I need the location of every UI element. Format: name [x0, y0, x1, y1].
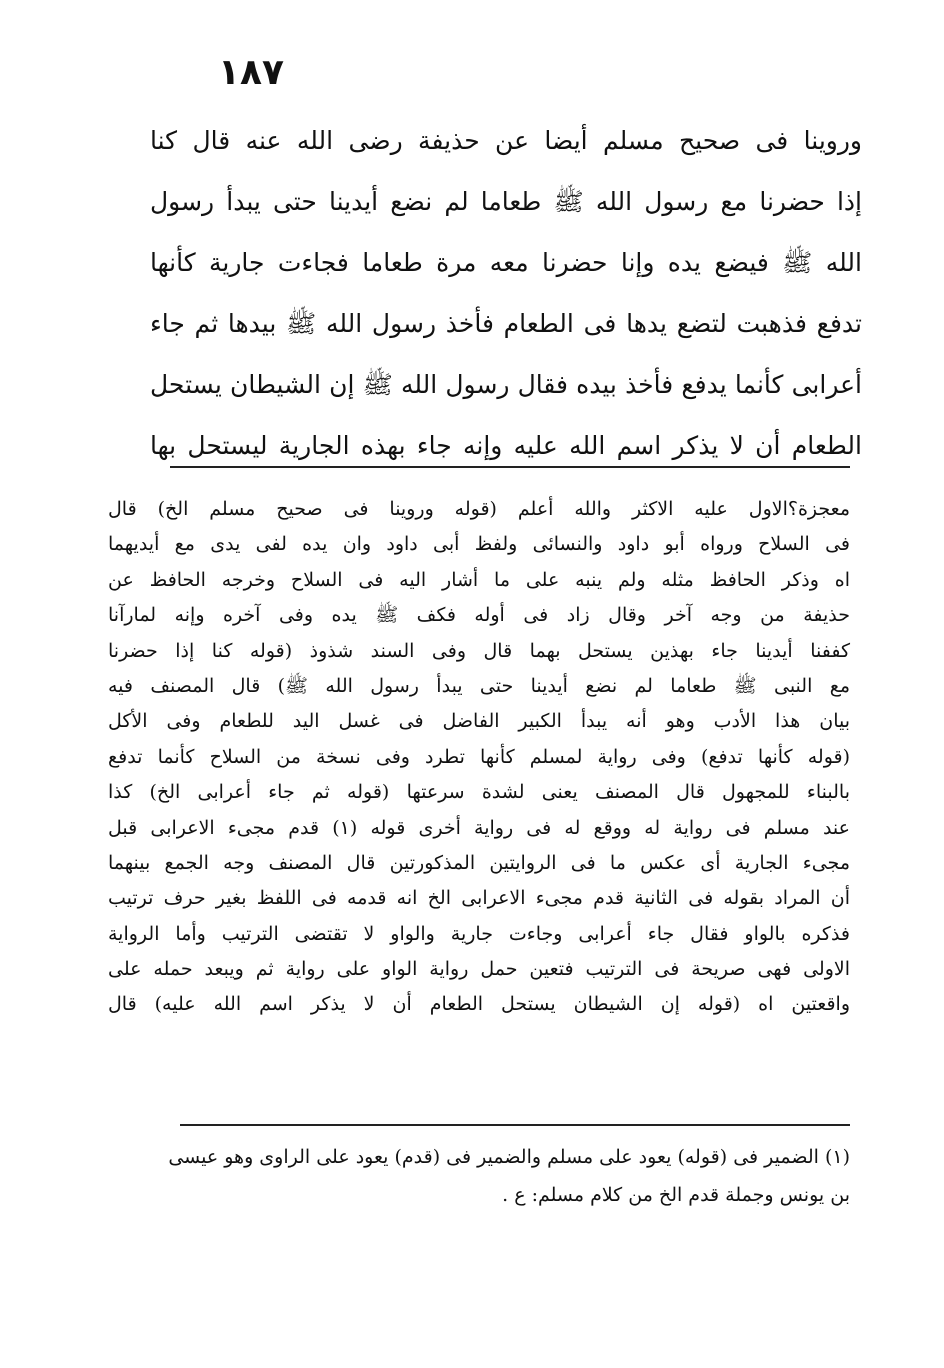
commentary-line: (قوله كأنها تدفع) وفى رواية لمسلم كأنها تطرد وفى نسخة من السلاح كأنما تدفع [108, 745, 850, 768]
main-text-line: أعرابى كأنما يدفع فأخذ بيده فقال رسول الله ﷺ إن الشيطان يستحل [150, 370, 862, 399]
commentary-line: مجىء الجارية أى عكس ما فى الروايتين المذكورتين قال المصنف وجه الجمع بينهما [108, 851, 850, 874]
page-number: ١٨٧ [218, 52, 284, 93]
main-separator-rule [170, 466, 850, 468]
footnote-separator-rule [180, 1124, 850, 1126]
commentary-line: مع النبى ﷺ طعاما لم نضع أيدينا حتى يبدأ رسول الله ﷺ) قال المصنف فيه [108, 674, 850, 697]
footnote-block [168, 1138, 850, 1214]
commentary-block [108, 492, 850, 1023]
main-text-line: الطعام أن لا يذكر اسم الله عليه وإنه جاء بهذه الجارية ليستحل بها [150, 431, 862, 460]
footnote-line: بن يونس وجملة قدم الخ من كلام مسلم: ع . [502, 1184, 850, 1206]
commentary-line: الاولى فهى صريحة فى الترتيب فتعين حمل رواية الواو على رواية ثم ويبعد حمله على [108, 958, 850, 981]
commentary-line: معجزة؟الاول عليه الاكثر والله أعلم (قوله وروينا فى صحيح مسلم الخ) قال [108, 498, 850, 520]
commentary-line: فى السلاح ورواه أبو داود والنسائى ولفظ أبى داود وان يده لفى يدى مع أيديهما [108, 533, 850, 556]
main-text-line: الله ﷺ فيضع يده وإنا حضرنا معه مرة طعاما فجاءت جارية كأنها [150, 248, 862, 277]
main-text-line: تدفع فذهبت لتضع يدها فى الطعام فأخذ رسول الله ﷺ بيدها ثم جاء [150, 309, 862, 338]
main-text-line: إذا حضرنا مع رسول الله ﷺ طعاما لم نضع أيدينا حتى يبدأ رسول [150, 187, 862, 216]
commentary-line: بالبناء للمجهول قال المصنف يعنى لشدة سرعتها (قوله ثم جاء أعرابى الخ) كذا [108, 781, 850, 804]
commentary-line: عند مسلم فى رواية له ووقع له فى رواية أخرى قوله (١) قدم مجىء الاعرابى قبل [108, 816, 850, 839]
commentary-line: حذيفة من وجه آخر وقال زاد فى أوله فكف ﷺ يده وفى آخره وإنه لمارآنا [108, 604, 850, 627]
commentary-line: بيان هذا الأدب وهو أنه يبدأ الكبير الفاضل فى غسل اليد للطعام وفى الأكل [108, 710, 850, 733]
commentary-line: فذكره بالواو فقال جاء أعرابى وجاءت جارية والواو لا تقتضى الترتيب وأما الرواية [108, 922, 850, 945]
main-text-line: وروينا فى صحيح مسلم أيضا عن حذيفة رضى الله عنه قال كنا [150, 126, 862, 155]
footnote-line: (١) الضمير فى (قوله) يعود على مسلم والضمير فى (قدم) يعود على الراوى وهو عيسى [168, 1146, 850, 1168]
commentary-line: واقعتين اه (قوله إن الشيطان يستحل الطعام أن لا يذكر اسم الله عليه) قال [108, 993, 850, 1016]
commentary-line: اه وذكر الحافظ مثله ولم ينبه على ما أشار اليه فى السلاح وخرجه الحافظ عن [108, 568, 850, 591]
commentary-line: كففنا أيدينا جاء بهذين يستحل بهما قال وفى السند شذوذ (قوله كنا إذا حضرنا [108, 639, 850, 662]
commentary-line: أن المراد بقوله فى الثانية قدم مجىء الاعرابى الخ انه قدمه فى اللفظ بغير حرف ترتيب [108, 887, 850, 910]
main-text-block [150, 110, 862, 476]
